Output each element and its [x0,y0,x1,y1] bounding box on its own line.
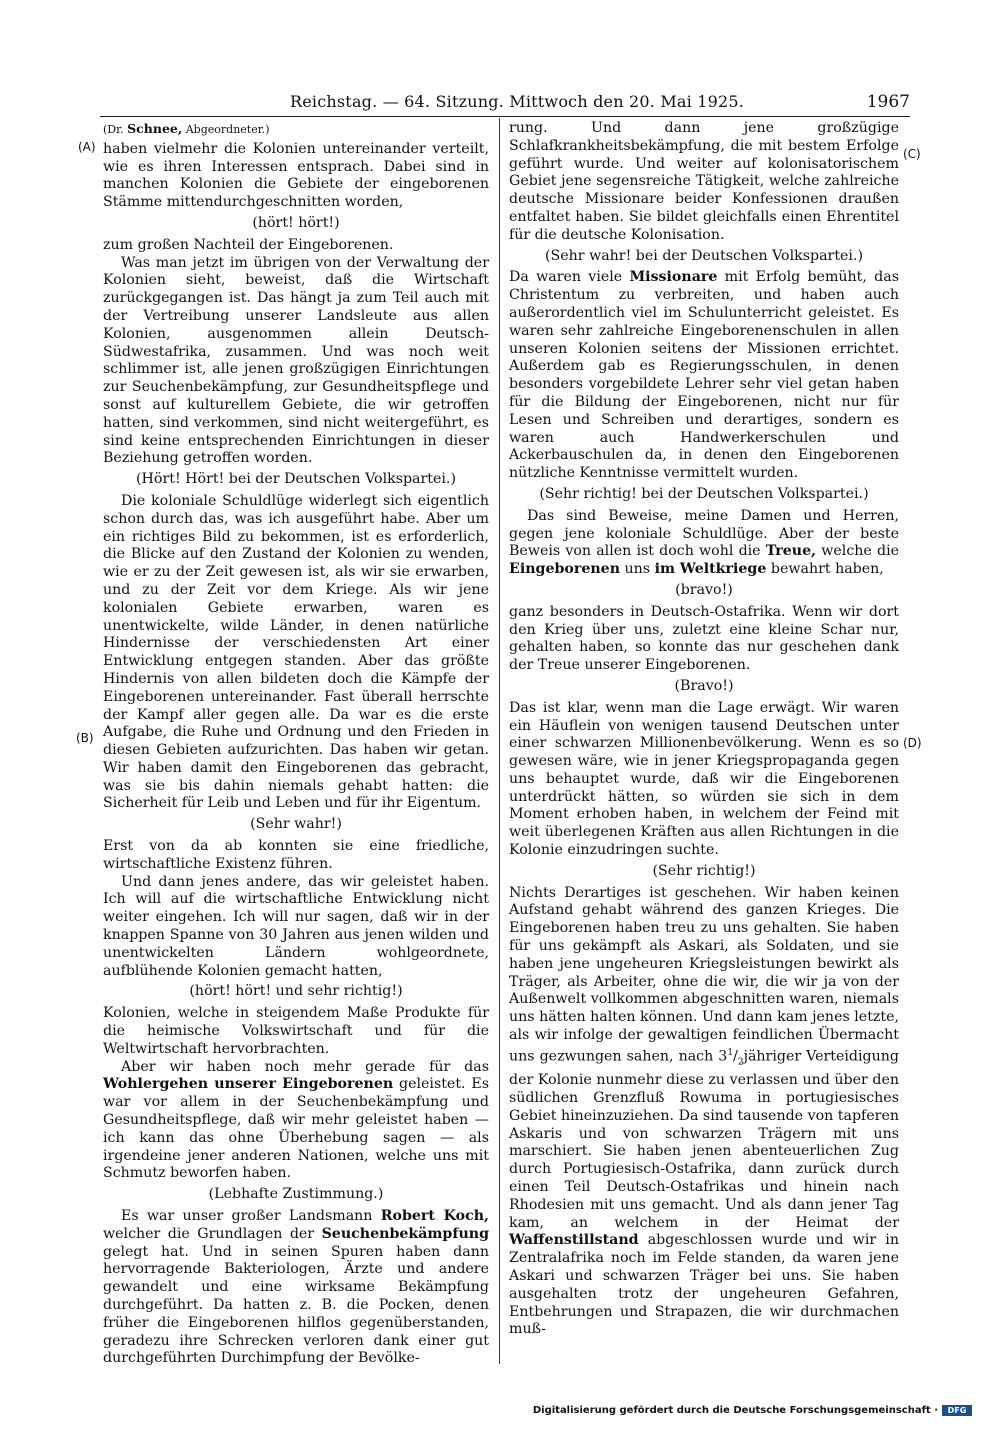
text-run: mit Erfolg bemüht, das Christentum zu verbreiten, und haben auch außerordentlich viel im Schulunterricht geleistet. Es waren sehr zahlreiche Eingeborenenschulen in allen unseren Kolonien seitens der Missionen errichtet. Außerdem gab es Regierungsschulen, in denen besonders vorgebildete Lehrer sehr viel getan haben für die Bildung der Eingeborenen, nicht nur für Lesen und Schreiben und derartiges, sondern es waren auch Handwerkerschulen und Ackerbauschulen da, in denen den Eingeborenen nützliche Kenntnisse vermittelt wurden. [509,269,899,482]
paragraph [509,269,899,483]
text-run: geleistet. Es war vor allem in der Seuchenbekämpfung und Gesundheitspflege, daß wir mehr geleistet haben — ich kann das ohne Überhebung sagen — als irgendeine jener anderen Nationen, welche uns mit Schmutz beworfen haben. [103,1076,489,1182]
interjection: (Bravo!) [674,677,734,694]
page-number: 1967 [866,92,910,112]
footer-text: Digitalisierung gefördert durch die Deutsche Forschungsgemeinschaft · [532,1405,938,1416]
paragraph: zum großen Nachteil der Eingeborenen. [103,236,394,253]
text-run: uns [620,561,655,578]
interjection: (Lebhafte Zustimmung.) [208,1186,384,1203]
text-run: Das sind Beweise, meine Damen und Herren, gegen jene koloniale Schuldlüge. Aber der beste Beweis von allen ist doch wohl die [509,507,899,560]
speaker-line [103,120,489,139]
interjection: (bravo!) [675,581,733,598]
paragraph [103,1208,489,1368]
emphasis: Missionare [629,269,718,286]
paragraph [509,508,899,579]
interjection: (Sehr richtig!) [652,862,756,879]
paragraph: rung. Und dann jene großzügige Schlafkrankheitsbekämpfung, die mit bestem Erfolge geführt wurde. Und weiter auf kolonisatorischem Gebiet jene segensreiche Tätigkeit, welche zahlreiche deutsche Missionare beider Konfessionen draußen entfaltet haben. Sie bildet gleichfalls einen Ehrentitel für die deutsche Kolonisation. [509,120,899,243]
interjection: (Hört! Hört! bei der Deutschen Volkspartei.) [136,471,456,488]
text-run: welche die [816,543,899,560]
margin-mark-c: (C) [903,147,921,161]
emphasis: Eingeborenen [509,561,621,578]
fraction-denominator: 2 [737,1057,744,1068]
interjection: (Sehr wahr!) [250,816,342,833]
paragraph [509,885,899,1339]
paragraph: haben vielmehr die Kolonien untereinander verteilt, wie es ihren Interessen entsprach. Dabei sind in manchen Kolonien die Gebiete der eingeborenen Stämme mittendurchgeschnitten worden, [103,140,489,211]
paragraph: ganz besonders in Deutsch-Ostafrika. Wenn wir dort den Krieg über uns, zuletzt eine kleine Schar nur, gehalten haben, so konnte das nur geschehen dank der Treue unserer Eingeborenen. [509,603,899,674]
text-run: jähriger Verteidigung der Kolonie nunmehr diese zu verlassen und über den südlichen Grenzfluß Rowuma in portugiesisches Gebiet hineinzuziehen. Da sind tausende von tapferen Askaris und von schwarzen Trägern mit uns marschiert. Sie haben jenen abenteuerlichen Zug durch Portugiesisch-Ostafrika, dann zurück durch einen Teil Deutsch-Ostafrikas und hinein nach Rhodesien mit uns gemacht. Und als dann jener Tag kam, an welchem in der Heimat der [509,1048,899,1231]
paragraph: Die koloniale Schuldlüge widerlegt sich eigentlich schon durch das, was ich ausgeführt habe. Aber um ein richtiges Bild zu bekommen, ist es erforderlich, die Blicke auf den Zustand der Kolonien zu wenden, wie er zu der Zeit gewesen ist, als wir sie erwarben, und zu der Zeit vor dem Kriege. Als wir jene kolonialen Gebiete erwarben, waren es unentwickelte, wilde Länder, in denen natürliche Hindernisse der verschiedensten Art einer Entwicklung entgegen standen. Aber das größte Hindernis von allen bildeten doch die Kämpfe der Eingeborenen untereinander. Fast überall herrschte der Kampf aller gegen alle. Da war es die erste Aufgabe, die Ruhe und Ordnung und den Frieden in diesen Gebieten aufzurichten. Das haben wir getan. Wir haben damit den Eingeborenen das gebracht, was sie bis dahin niemals gehabt hatten: die Sicherheit für Leib und Leben und für ihr Eigentum. [103,492,489,812]
right-column [509,120,899,1339]
paragraph: Das ist klar, wenn man die Lage erwägt. Wir waren ein Häuflein von wenigen tausend Deutschen unter einer schwarzen Millionenbevölkerung. Wenn es so gewesen wäre, wie in jener Kriegspropaganda gegen uns behauptet wurde, daß wir die Eingeborenen unterdrückt hätten, so würden sie sich in dem Moment erhoben haben, in welchem der Feind mit weit überlegenen Kräften aus allen Richtungen in die Kolonie einzudringen suchte. [509,699,899,859]
emphasis: Wohlergehen unserer Eingeborenen [103,1076,394,1093]
speaker-name: Schnee, [127,121,183,136]
text-run: bewahrt haben, [766,561,884,578]
text-run: gelegt hat. Und in seinen Spuren haben dann hervorragende Bakteriologen, Ärzte und andere gewandelt und eine wirksame Bekämpfung durchgeführt. Da hatten z. B. die Pocken, denen früher die Eingeborenen hilflos gegenüberstanden, geradezu ihre Schrecken verloren dank einer gut durchgeführten Durchimpfung der Bevölke- [103,1243,489,1367]
text-run: welcher die Grundlagen der [103,1225,322,1242]
fraction-slash: / [733,1048,738,1065]
left-column [103,120,489,1368]
paragraph [103,1059,489,1184]
text-run: Es war unser großer Landsmann [121,1208,381,1225]
interjection: (hört! hört! und sehr richtig!) [189,983,403,1000]
speaker-role: Abgeordneter.) [182,123,270,136]
emphasis: im Weltkriege [654,561,767,578]
interjection: (hört! hört!) [252,214,340,231]
paragraph: Kolonien, welche in steigendem Maße Produkte für die heimische Volkswirtschaft und für die Weltwirtschaft hervorbrachten. [103,1005,489,1057]
header-rule [100,116,910,117]
page-header [100,92,910,116]
text-run: Da waren viele [509,269,630,286]
text-run: Nichts Derartiges ist geschehen. Wir haben keinen Aufstand gehabt während des ganzen Krieges. Die Eingeborenen haben treu zu uns gehalten. Sie haben für uns gekämpft als Askari, als Soldaten, und sie haben jene ungeheuren Kriegsleistungen bewirkt als Träger, als Arbeiter, ohne die wir, die wir ja von der Außenwelt vollkommen abgeschnitten waren, niemals uns hätten halten können. Und dann kam jenes letzte, als wir infolge der gewaltigen feindlichen Übermacht uns gezwungen sahen, nach 3 [509,884,899,1065]
paragraph: Und dann jenes andere, das wir geleistet haben. Ich will auf die wirtschaftliche Entwicklung nicht weiter eingehen. Ich will nur sagen, daß wir in der knappen Spanne von 30 Jahren aus jenen wilden und unentwickelten Ländern wohlgeordnete, aufblühende Kolonien gemacht hatten, [103,873,489,979]
interjection: (Sehr richtig! bei der Deutschen Volkspartei.) [539,485,869,502]
text-run: Aber wir haben noch mehr gerade für das [121,1058,489,1075]
column-divider [499,118,500,1364]
emphasis: Treue, [765,543,817,560]
text-run: abgeschlossen wurde und wir in Zentralafrika noch im Felde standen, da waren jene Askari und schwarzen Träger bei uns. Sie haben ausgehalten trotz der ungeheuren Gefahren, Entbehrungen und Strapazen, die wir durchmachen muß- [509,1232,899,1338]
emphasis: Seuchenbekämpfung [321,1225,489,1242]
interjection: (Sehr wahr! bei der Deutschen Volkspartei.) [544,247,864,264]
fraction-numerator: 1 [727,1047,734,1058]
emphasis: Waffenstillstand [509,1232,639,1249]
header-title: Reichstag. — 64. Sitzung. Mittwoch den 20. Mai 1925. [290,92,745,111]
paragraph: Erst von da ab konnten sie eine friedliche, wirtschaftliche Existenz führen. [103,838,489,872]
footer-credit [533,1405,972,1416]
paragraph: Was man jetzt im übrigen von der Verwaltung der Kolonien sieht, beweist, daß die Wirtschaft zurückgegangen ist. Das hängt ja zum Teil auch mit der Vertreibung unserer Landsleute aus allen Kolonien, ausgenommen allein Deutsch-Südwestafrika, zusammen. Und was noch weit schlimmer ist, alle jenen großzügigen Einrichtungen zur Seuchenbekämpfung, zur Gesundheitspflege und sonst auf kulturellem Gebiete, die wir getroffen hatten, sind verkommen, sind nicht weitergeführt, es sind keine entsprechenden Einrichtungen in dieser Beziehung getroffen worden. [103,254,489,467]
margin-mark-a: (A) [78,140,96,154]
emphasis: Robert Koch, [380,1208,489,1225]
dfg-logo-icon: DFG [942,1405,972,1416]
margin-mark-d: (D) [903,736,922,750]
speaker-prefix: (Dr. [103,123,128,136]
margin-mark-b: (B) [76,731,94,745]
